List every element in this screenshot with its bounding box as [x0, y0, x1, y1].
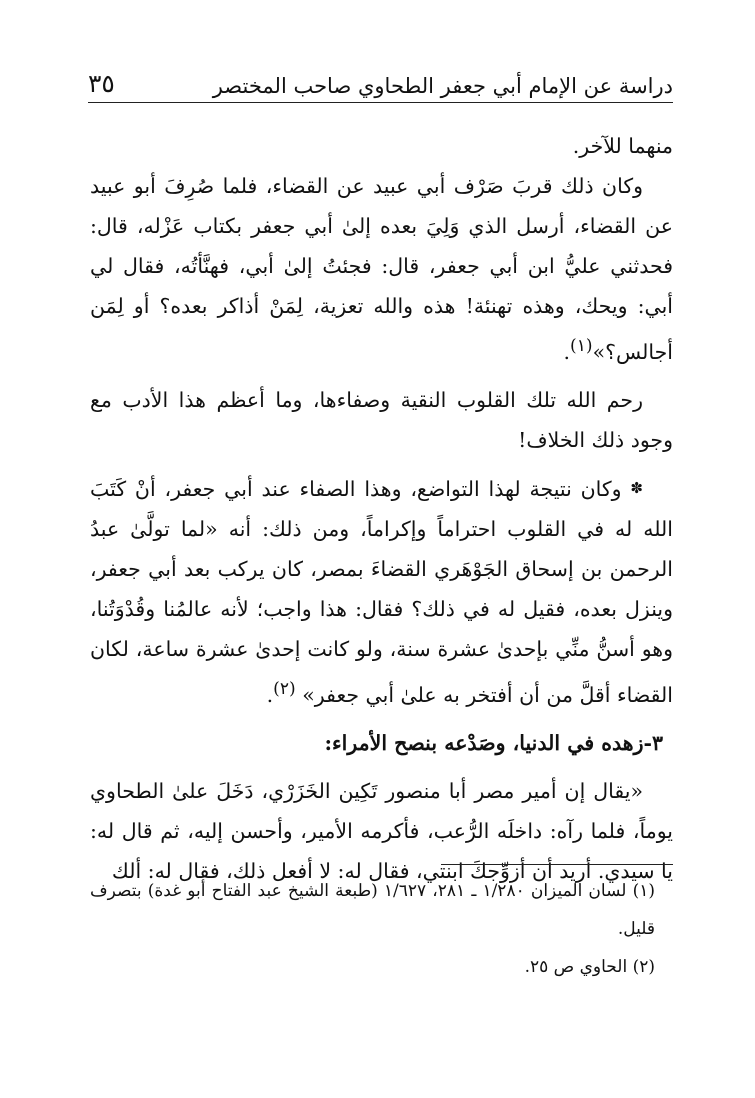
paragraph-humility-text: وكان نتيجة لهذا التواضع، وهذا الصفاء عند أبي جعفر، أنْ كَتَبَ الله له في القلوب احتراماً وإكراماً، ومن ذلك: أنه «لما تولَّىٰ عبدُ الرحمن بن إسحاق الجَوْهَري القضاءَ بمصر، كان يركب بعد أبي جعفر، وينزل بعده، فقيل له في ذلك؟ فقال: هذا واجب؛ لأنه عالمُنا وقُدْوَتُنا، وهو أسنُّ منِّي بإحدىٰ عشرة سنة، ولو كانت إحدىٰ عشرة ساعة، لكان القضاء أقلَّ من أن أفتخر به علىٰ أبي جعفر» [90, 476, 673, 707]
text-line-continuation: منهما للآخر. [572, 134, 673, 158]
running-title: دراسة عن الإمام أبي جعفر الطحاوي صاحب المختصر [212, 74, 673, 98]
running-header [88, 62, 673, 103]
main-text [90, 126, 673, 891]
footnotes [90, 872, 655, 986]
asterisk-icon: ✽ [630, 478, 643, 497]
footnote-ref-2: (٢) [273, 678, 296, 699]
paragraph-asceticism: «يقال إن أمير مصر أبا منصور تَكِين الخَزَرْي، دَخَلَ علىٰ الطحاوي يوماً، فلما رآه: داخلَه الرُّعب، فأكرمه الأمير، وأحسن إليه، ثم قال له: يا سيدي. أريد أن أزوِّجكَ ابنتي، فقال له: لا أفعل ذلك، فقال له: ألك [90, 778, 673, 883]
paragraph-dismissal: وكان ذلك قربَ صَرْف أبي عبيد عن القضاء، فلما صُرِفَ أبو عبيد عن القضاء، أرسل الذي وَلِيَ بعده إلىٰ أبي جعفر بكتاب عَزْله، قال: فحدثني عليُّ ابن أبي جعفر، قال: فجئتُ إلىٰ أبي، فهنَّأتُه، فقال لي أبي: ويحك، وهذه تهنئة! هذه والله تعزية، لِمَنْ أذاكر بعده؟ أو لِمَن أجالس؟»$^{(١)}$. [90, 174, 673, 364]
section-heading: ٣-زهده في الدنيا، وصَدْعه بنصح الأمراء: [324, 730, 663, 755]
footnote-1: (١) لسان الميزان ١/٢٨٠ ـ ٢٨١، ١/٦٢٧ (طبعة الشيخ عبد الفتاح أبو غدة) بتصرف قليل. [90, 881, 655, 939]
footnote-separator [441, 864, 673, 865]
footnote-ref-1: (١) [570, 336, 593, 356]
page-number: ٣٥ [88, 69, 115, 98]
paragraph-humility: ✽ وكان نتيجة لهذا التواضع، وهذا الصفاء عند أبي جعفر، أنْ كَتَبَ الله له في القلوب احتراماً وإكراماً، ومن ذلك: أنه «لما تولَّىٰ عبدُ الرحمن بن إسحاق الجَوْهَري القضاءَ بمصر، كان يركب بعد أبي جعفر، وينزل بعده، فقيل له في ذلك؟ فقال: هذا واجب؛ لأنه عالمُنا وقُدْوَتُنا، وهو أسنُّ منِّي بإحدىٰ عشرة سنة، ولو كانت إحدىٰ عشرة ساعة، لكان القضاء أقلَّ من أن أفتخر به علىٰ أبي جعفر» $^{(٢)}$. [90, 476, 673, 707]
paragraph-mercy: رحم الله تلك القلوب النقية وصفاءها، وما أعظم هذا الأدب مع وجود ذلك الخلاف! [90, 387, 673, 452]
footnote-2: (٢) الحاوي ص ٢٥. [524, 957, 655, 977]
paragraph-dismissal-text: وكان ذلك قربَ صَرْف أبي عبيد عن القضاء، فلما صُرِفَ أبو عبيد عن القضاء، أرسل الذي وَلِيَ بعده إلىٰ أبي جعفر بكتاب عَزْله، قال: فحدثني عليُّ ابن أبي جعفر، قال: فجئتُ إلىٰ أبي، فهنَّأتُه، فقال لي أبي: ويحك، وهذه تهنئة! هذه والله تعزية، لِمَنْ أذاكر بعده؟ أو لِمَن أجالس؟» [90, 174, 673, 364]
